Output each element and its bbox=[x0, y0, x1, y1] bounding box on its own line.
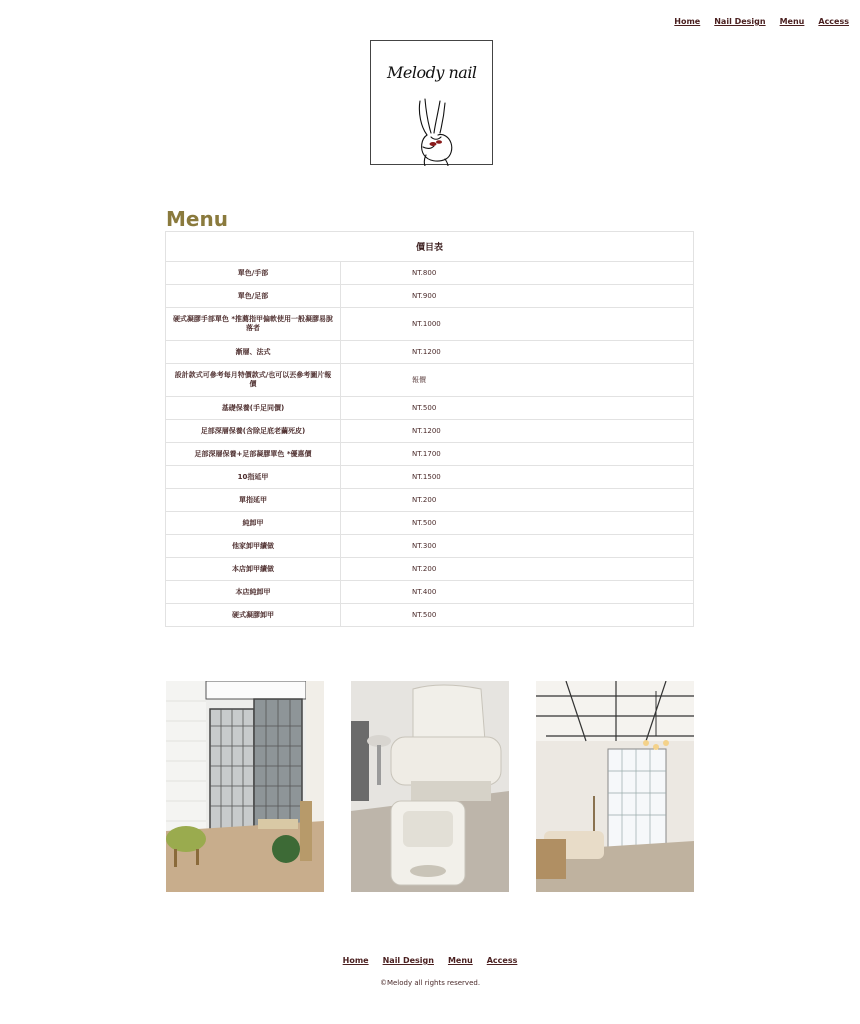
service-price: NT.500 bbox=[341, 397, 694, 420]
price-row bbox=[166, 466, 694, 489]
photo-gallery bbox=[166, 681, 694, 892]
nav-nail-design[interactable]: Nail Design bbox=[714, 17, 766, 26]
footer-nav-access[interactable]: Access bbox=[486, 956, 518, 965]
price-row bbox=[166, 443, 694, 466]
menu-title: Menu bbox=[166, 207, 228, 231]
footer-nav-home[interactable]: Home bbox=[342, 956, 369, 965]
nav-menu[interactable]: Menu bbox=[779, 17, 805, 26]
service-name: 足部深層保養(含除足底老繭死皮) bbox=[166, 420, 341, 443]
copyright: ©Melody all rights reserved. bbox=[379, 979, 481, 987]
service-price: NT.1000 bbox=[341, 308, 694, 341]
service-name: 本店純卸甲 bbox=[166, 581, 341, 604]
logo[interactable] bbox=[370, 40, 493, 165]
service-price: NT.1200 bbox=[341, 420, 694, 443]
price-row bbox=[166, 604, 694, 627]
service-price: NT.500 bbox=[341, 512, 694, 535]
service-price: NT.1500 bbox=[341, 466, 694, 489]
nav-home[interactable]: Home bbox=[674, 17, 701, 26]
price-row bbox=[166, 512, 694, 535]
top-nav bbox=[674, 17, 849, 26]
price-row bbox=[166, 341, 694, 364]
service-name: 硬式凝膠卸甲 bbox=[166, 604, 341, 627]
peace-hand-icon bbox=[371, 41, 494, 166]
price-row bbox=[166, 285, 694, 308]
service-name: 單色/手部 bbox=[166, 262, 341, 285]
footer-nav-menu[interactable]: Menu bbox=[447, 956, 473, 965]
price-table bbox=[165, 231, 694, 627]
price-row bbox=[166, 420, 694, 443]
footer-nav bbox=[0, 956, 860, 965]
service-name: 10指延甲 bbox=[166, 466, 341, 489]
service-name: 純卸甲 bbox=[166, 512, 341, 535]
service-price: NT.500 bbox=[341, 604, 694, 627]
service-price: NT.900 bbox=[341, 285, 694, 308]
service-price: NT.800 bbox=[341, 262, 694, 285]
price-row bbox=[166, 581, 694, 604]
price-row bbox=[166, 489, 694, 512]
service-price: NT.300 bbox=[341, 535, 694, 558]
service-price: NT.1700 bbox=[341, 443, 694, 466]
service-name: 漸層、法式 bbox=[166, 341, 341, 364]
nav-access[interactable]: Access bbox=[818, 17, 849, 26]
price-row bbox=[166, 364, 694, 397]
salon-room-photo bbox=[536, 681, 694, 892]
service-price: NT.200 bbox=[341, 489, 694, 512]
price-row bbox=[166, 262, 694, 285]
service-name: 單指延甲 bbox=[166, 489, 341, 512]
footer-nav-nail-design[interactable]: Nail Design bbox=[382, 956, 434, 965]
service-price: 報價 bbox=[341, 364, 694, 397]
pedicure-chair-photo bbox=[351, 681, 509, 892]
service-name: 他家卸甲續做 bbox=[166, 535, 341, 558]
service-name: 設計款式可參考每月特價款式/也可以丟參考圖片報價 bbox=[166, 364, 341, 397]
salon-window-photo bbox=[166, 681, 324, 892]
service-name: 基礎保養(手足同價) bbox=[166, 397, 341, 420]
price-row bbox=[166, 558, 694, 581]
service-name: 單色/足部 bbox=[166, 285, 341, 308]
service-name: 本店卸甲續做 bbox=[166, 558, 341, 581]
service-name: 硬式凝膠手部單色 *推薦指甲偏軟使用一般凝膠易脫落者 bbox=[166, 308, 341, 341]
logo-text: Melody nail bbox=[387, 63, 477, 82]
service-name: 足部深層保養+足部凝膠單色 *優惠價 bbox=[166, 443, 341, 466]
price-row bbox=[166, 308, 694, 341]
price-row bbox=[166, 397, 694, 420]
price-row bbox=[166, 535, 694, 558]
service-price: NT.200 bbox=[341, 558, 694, 581]
service-price: NT.400 bbox=[341, 581, 694, 604]
price-table-header: 價目表 bbox=[166, 232, 694, 262]
service-price: NT.1200 bbox=[341, 341, 694, 364]
